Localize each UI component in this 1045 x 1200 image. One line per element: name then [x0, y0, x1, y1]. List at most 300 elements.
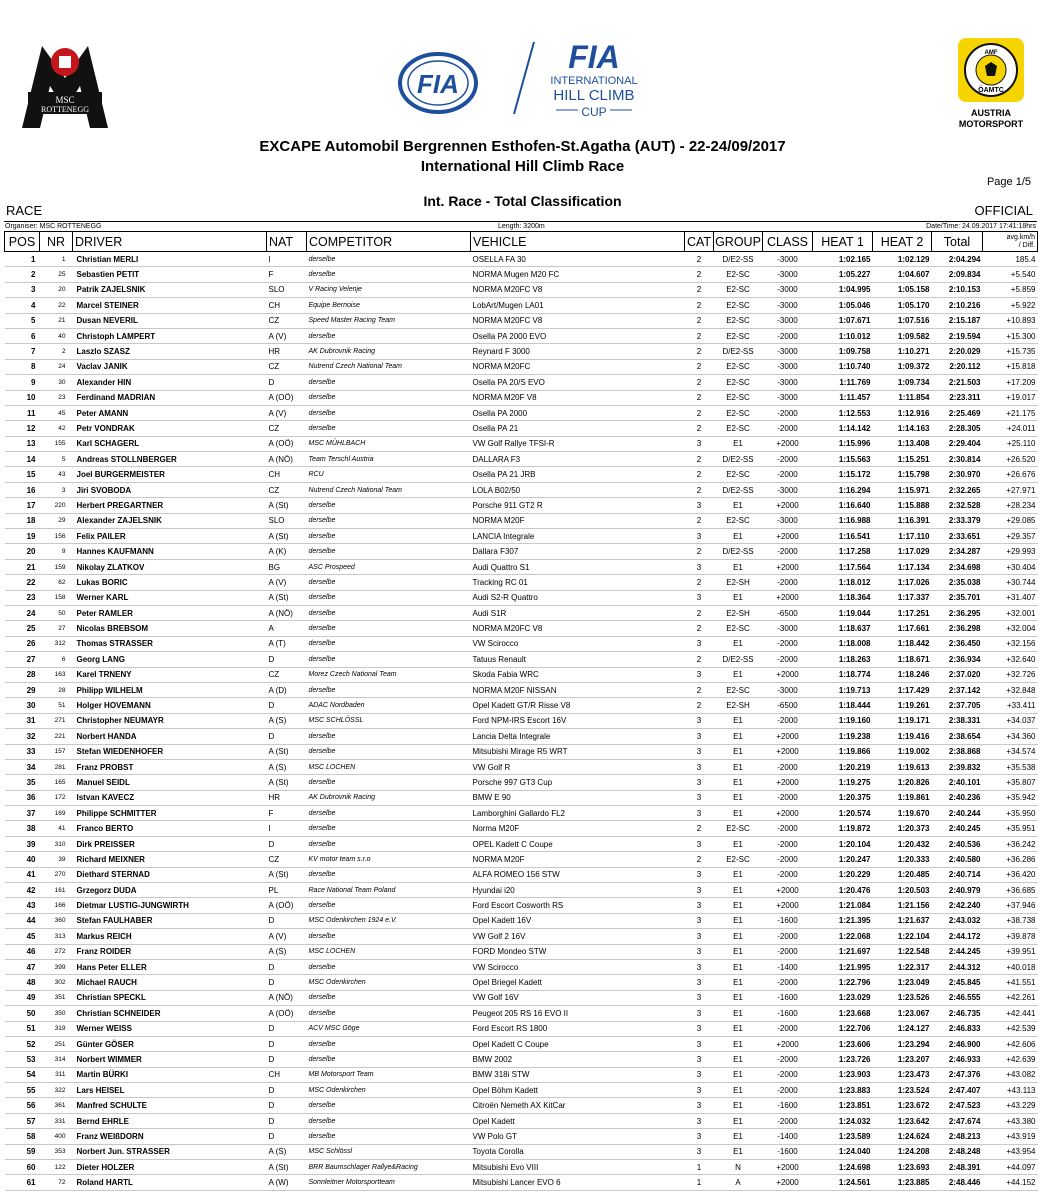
- cell-group: E1: [714, 959, 763, 974]
- cell-avg-diff: +42.639: [983, 1052, 1038, 1067]
- cell-nat: A (V): [267, 405, 307, 420]
- cell-pos: 16: [5, 482, 40, 497]
- cell-heat2: 1:21.156: [873, 898, 932, 913]
- table-row: [5, 790, 1038, 805]
- cell-cat: 3: [685, 436, 714, 451]
- event-title: EXCAPE Automobil Bergrennen Esthofen-St.Agatha (AUT) - 22-24/09/2017: [259, 138, 786, 155]
- cell-vehicle: Osella PA 2000: [471, 405, 685, 420]
- cell-cat: 3: [685, 744, 714, 759]
- cell-driver: Manuel SEIDL: [73, 775, 267, 790]
- cell-driver: Philippe SCHMITTER: [73, 806, 267, 821]
- cell-pos: 14: [5, 452, 40, 467]
- cell-nat: D: [267, 959, 307, 974]
- cell-pos: 57: [5, 1113, 40, 1128]
- cell-vehicle: NORMA M20FC V8: [471, 282, 685, 297]
- cell-total: 2:25.469: [932, 405, 983, 420]
- cell-nat: D: [267, 836, 307, 851]
- cell-competitor: derselbe: [307, 421, 471, 436]
- cell-competitor: BRR Baumschlager Rallye&Racing: [307, 1160, 471, 1175]
- cell-heat2: 1:17.251: [873, 605, 932, 620]
- cell-heat1: 1:23.903: [813, 1067, 873, 1082]
- cell-avg-diff: +44.152: [983, 1175, 1038, 1190]
- cell-competitor: derselbe: [307, 621, 471, 636]
- cell-group: E1: [714, 498, 763, 513]
- table-header-row: [5, 232, 1038, 252]
- cell-pos: 29: [5, 682, 40, 697]
- cell-driver: Alexander ZAJELSNIK: [73, 513, 267, 528]
- cell-pos: 41: [5, 867, 40, 882]
- cell-vehicle: BMW E 90: [471, 790, 685, 805]
- cell-heat1: 1:23.668: [813, 1006, 873, 1021]
- cell-heat2: 1:17.026: [873, 575, 932, 590]
- cell-class: -2000: [763, 328, 813, 343]
- cell-heat1: 1:15.172: [813, 467, 873, 482]
- table-row: [5, 667, 1038, 682]
- cell-pos: 50: [5, 1006, 40, 1021]
- cell-heat2: 1:13.408: [873, 436, 932, 451]
- cell-avg-diff: +21.175: [983, 405, 1038, 420]
- oamtc-text: ÖAMTC: [978, 87, 1004, 94]
- cell-heat1: 1:20.574: [813, 806, 873, 821]
- cell-class: -6500: [763, 698, 813, 713]
- cell-heat1: 1:18.774: [813, 667, 873, 682]
- cell-heat2: 1:19.261: [873, 698, 932, 713]
- cell-class: -2000: [763, 790, 813, 805]
- cell-competitor: AK Dubrovnik Racing: [307, 344, 471, 359]
- cell-avg-diff: +36.685: [983, 883, 1038, 898]
- cell-nr: 43: [40, 467, 73, 482]
- cell-cat: 2: [685, 467, 714, 482]
- cell-total: 2:33.651: [932, 529, 983, 544]
- table-row: [5, 1144, 1038, 1159]
- cell-nr: 281: [40, 759, 73, 774]
- cell-group: E2-SC: [714, 682, 763, 697]
- table-row: [5, 1129, 1038, 1144]
- cell-total: 2:36.295: [932, 605, 983, 620]
- cell-competitor: AK Dubrovnik Racing: [307, 790, 471, 805]
- cell-pos: 60: [5, 1160, 40, 1175]
- cell-competitor: derselbe: [307, 867, 471, 882]
- cell-avg-diff: +5.859: [983, 282, 1038, 297]
- cell-nr: 165: [40, 775, 73, 790]
- cell-heat1: 1:16.541: [813, 529, 873, 544]
- cell-total: 2:38.868: [932, 744, 983, 759]
- cell-heat2: 1:17.337: [873, 590, 932, 605]
- cell-class: -3000: [763, 344, 813, 359]
- cell-class: -3000: [763, 359, 813, 374]
- cell-group: E2-SH: [714, 575, 763, 590]
- cell-heat1: 1:19.866: [813, 744, 873, 759]
- cell-vehicle: VW Golf Rallye TFSI-R: [471, 436, 685, 451]
- cell-heat2: 1:20.503: [873, 883, 932, 898]
- cell-competitor: derselbe: [307, 836, 471, 851]
- cell-nat: A (D): [267, 682, 307, 697]
- cell-pos: 35: [5, 775, 40, 790]
- cell-nat: SLO: [267, 513, 307, 528]
- cell-group: E1: [714, 806, 763, 821]
- cell-driver: Norbert Jun. STRASSER: [73, 1144, 267, 1159]
- cell-group: E1: [714, 990, 763, 1005]
- cell-class: -2000: [763, 636, 813, 651]
- cell-nat: PL: [267, 883, 307, 898]
- col-cat: CAT: [685, 232, 714, 252]
- cell-competitor: derselbe: [307, 529, 471, 544]
- cell-driver: Thomas STRASSER: [73, 636, 267, 651]
- cell-vehicle: NORMA M20F NISSAN: [471, 682, 685, 697]
- cell-nr: 22: [40, 298, 73, 313]
- cell-group: E2-SC: [714, 821, 763, 836]
- cell-nr: 311: [40, 1067, 73, 1082]
- cell-heat2: 1:23.642: [873, 1113, 932, 1128]
- cell-heat1: 1:23.726: [813, 1052, 873, 1067]
- cell-competitor: ADAC Nordbaden: [307, 698, 471, 713]
- cell-heat1: 1:20.104: [813, 836, 873, 851]
- cell-nr: 313: [40, 929, 73, 944]
- cell-competitor: derselbe: [307, 267, 471, 282]
- results-body: [5, 252, 1038, 1191]
- cell-total: 2:46.735: [932, 1006, 983, 1021]
- cell-avg-diff: +15.818: [983, 359, 1038, 374]
- cell-competitor: MSC Odenkirchen 1924 e.V.: [307, 913, 471, 928]
- cell-cat: 3: [685, 1052, 714, 1067]
- cell-heat2: 1:17.134: [873, 559, 932, 574]
- cell-pos: 9: [5, 375, 40, 390]
- cell-driver: Hans Peter ELLER: [73, 959, 267, 974]
- cell-nat: D: [267, 1083, 307, 1098]
- cell-nr: 163: [40, 667, 73, 682]
- cell-heat1: 1:15.563: [813, 452, 873, 467]
- cell-pos: 5: [5, 313, 40, 328]
- table-row: [5, 913, 1038, 928]
- table-row: [5, 252, 1038, 267]
- cell-driver: Vaclav JANIK: [73, 359, 267, 374]
- cell-vehicle: Opel Kadett 16V: [471, 913, 685, 928]
- cell-vehicle: Osella PA 2000 EVO: [471, 328, 685, 343]
- cell-class: -2000: [763, 836, 813, 851]
- cell-pos: 3: [5, 282, 40, 297]
- cell-cat: 3: [685, 1006, 714, 1021]
- cell-heat2: 1:19.861: [873, 790, 932, 805]
- cell-total: 2:48.213: [932, 1129, 983, 1144]
- cell-class: +2000: [763, 529, 813, 544]
- cell-heat1: 1:10.740: [813, 359, 873, 374]
- oamtc-austria-motorsport-logo: [955, 36, 1027, 132]
- cell-driver: Lukas BORIC: [73, 575, 267, 590]
- cell-cat: 2: [685, 359, 714, 374]
- cell-competitor: derselbe: [307, 405, 471, 420]
- cell-nr: 399: [40, 959, 73, 974]
- cell-pos: 7: [5, 344, 40, 359]
- cell-avg-diff: +34.360: [983, 729, 1038, 744]
- cell-pos: 51: [5, 1021, 40, 1036]
- cell-cat: 2: [685, 282, 714, 297]
- cell-competitor: derselbe: [307, 929, 471, 944]
- cell-heat1: 1:14.142: [813, 421, 873, 436]
- cell-cat: 3: [685, 667, 714, 682]
- cell-vehicle: NORMA M20F: [471, 852, 685, 867]
- cell-competitor: MSC LOCHEN: [307, 944, 471, 959]
- cell-driver: Ferdinand MADRIAN: [73, 390, 267, 405]
- cell-nat: D: [267, 1129, 307, 1144]
- cell-avg-diff: +36.286: [983, 852, 1038, 867]
- cell-nat: CZ: [267, 482, 307, 497]
- cell-competitor: derselbe: [307, 1036, 471, 1051]
- cell-class: -2000: [763, 929, 813, 944]
- cell-competitor: MB Motorsport Team: [307, 1067, 471, 1082]
- cell-competitor: derselbe: [307, 1052, 471, 1067]
- cell-driver: Christopher NEUMAYR: [73, 713, 267, 728]
- cell-cat: 2: [685, 575, 714, 590]
- cell-nr: 272: [40, 944, 73, 959]
- cell-nat: A (V): [267, 328, 307, 343]
- cell-group: E1: [714, 867, 763, 882]
- cell-competitor: Sonnleitner Motorsportteam: [307, 1175, 471, 1190]
- cell-cat: 2: [685, 328, 714, 343]
- cell-group: D/E2-SS: [714, 252, 763, 267]
- cell-heat2: 1:21.637: [873, 913, 932, 928]
- cell-cat: 3: [685, 559, 714, 574]
- cell-cat: 3: [685, 498, 714, 513]
- cell-avg-diff: +31.407: [983, 590, 1038, 605]
- cell-pos: 13: [5, 436, 40, 451]
- cell-nat: BG: [267, 559, 307, 574]
- cell-total: 2:15.187: [932, 313, 983, 328]
- cell-avg-diff: +43.919: [983, 1129, 1038, 1144]
- cell-group: E1: [714, 1113, 763, 1128]
- cell-driver: Stefan FAULHABER: [73, 913, 267, 928]
- cell-group: E2-SC: [714, 282, 763, 297]
- cell-avg-diff: +26.520: [983, 452, 1038, 467]
- cell-total: 2:28.305: [932, 421, 983, 436]
- cell-competitor: derselbe: [307, 544, 471, 559]
- cell-pos: 53: [5, 1052, 40, 1067]
- cell-competitor: derselbe: [307, 252, 471, 267]
- cell-total: 2:47.407: [932, 1083, 983, 1098]
- cell-competitor: derselbe: [307, 652, 471, 667]
- msc-rottenegg-logo: [20, 36, 110, 130]
- hill-climb-cup-logo: [546, 38, 642, 120]
- cell-group: E1: [714, 713, 763, 728]
- table-row: [5, 575, 1038, 590]
- cell-nr: 5: [40, 452, 73, 467]
- cell-class: -2000: [763, 821, 813, 836]
- cell-avg-diff: +34.574: [983, 744, 1038, 759]
- cell-total: 2:38.654: [932, 729, 983, 744]
- cell-heat2: 1:19.002: [873, 744, 932, 759]
- cell-nr: 361: [40, 1098, 73, 1113]
- cell-competitor: derselbe: [307, 729, 471, 744]
- cell-nat: A (OÖ): [267, 1006, 307, 1021]
- cell-heat2: 1:19.670: [873, 806, 932, 821]
- cell-class: +2000: [763, 744, 813, 759]
- cell-vehicle: Lancia Delta Integrale: [471, 729, 685, 744]
- cell-cat: 2: [685, 421, 714, 436]
- cell-cat: 1: [685, 1175, 714, 1190]
- cell-vehicle: Porsche 997 GT3 Cup: [471, 775, 685, 790]
- cell-vehicle: NORMA M20FC V8: [471, 621, 685, 636]
- cell-pos: 19: [5, 529, 40, 544]
- cell-avg-diff: +25.110: [983, 436, 1038, 451]
- cell-class: -3000: [763, 267, 813, 282]
- cell-heat2: 1:15.251: [873, 452, 932, 467]
- cell-cat: 3: [685, 975, 714, 990]
- cell-group: E1: [714, 744, 763, 759]
- table-row: [5, 682, 1038, 697]
- table-row: [5, 1175, 1038, 1190]
- cell-pos: 15: [5, 467, 40, 482]
- cell-group: E1: [714, 1144, 763, 1159]
- table-row: [5, 806, 1038, 821]
- cell-vehicle: Opel Kadett GT/R Risse V8: [471, 698, 685, 713]
- cell-group: D/E2-SS: [714, 544, 763, 559]
- cell-nr: 42: [40, 421, 73, 436]
- cell-class: -2000: [763, 1021, 813, 1036]
- cell-heat1: 1:07.671: [813, 313, 873, 328]
- cell-group: N: [714, 1160, 763, 1175]
- cell-competitor: MSC Schlössl: [307, 1144, 471, 1159]
- cell-heat1: 1:23.606: [813, 1036, 873, 1051]
- table-row: [5, 852, 1038, 867]
- col-driver: DRIVER: [73, 232, 267, 252]
- cell-nr: 45: [40, 405, 73, 420]
- cell-driver: Christoph LAMPERT: [73, 328, 267, 343]
- cell-heat2: 1:14.163: [873, 421, 932, 436]
- cell-cat: 2: [685, 390, 714, 405]
- logo-text-msc: MSC: [55, 95, 75, 105]
- cell-avg-diff: +35.950: [983, 806, 1038, 821]
- cell-pos: 31: [5, 713, 40, 728]
- cell-class: -1600: [763, 990, 813, 1005]
- cell-vehicle: Porsche 911 GT2 R: [471, 498, 685, 513]
- cell-pos: 18: [5, 513, 40, 528]
- cell-driver: Christian SCHNEIDER: [73, 1006, 267, 1021]
- cell-heat2: 1:20.432: [873, 836, 932, 851]
- cell-group: E1: [714, 1129, 763, 1144]
- classification-title: Int. Race - Total Classification: [423, 193, 622, 209]
- cell-heat2: 1:09.734: [873, 375, 932, 390]
- cell-pos: 49: [5, 990, 40, 1005]
- cell-heat1: 1:10.012: [813, 328, 873, 343]
- cell-nat: SLO: [267, 282, 307, 297]
- datetime-info: Date/Time: 24.09.2017 17:41:18hrs: [926, 223, 1036, 230]
- cell-driver: Stefan WIEDENHOFER: [73, 744, 267, 759]
- cell-avg-diff: +42.539: [983, 1021, 1038, 1036]
- cell-pos: 48: [5, 975, 40, 990]
- cell-nr: 172: [40, 790, 73, 805]
- cell-nr: 3: [40, 482, 73, 497]
- cell-cat: 3: [685, 806, 714, 821]
- cell-heat1: 1:11.457: [813, 390, 873, 405]
- cell-vehicle: Opel Böhm Kadett: [471, 1083, 685, 1098]
- col-class: CLASS: [763, 232, 813, 252]
- cell-nr: 353: [40, 1144, 73, 1159]
- cell-pos: 25: [5, 621, 40, 636]
- page-number: Page 1/5: [986, 176, 1031, 188]
- cell-vehicle: OPEL Kadett C Coupe: [471, 836, 685, 851]
- austria-text: AUSTRIA: [971, 108, 1011, 118]
- cell-avg-diff: +41.551: [983, 975, 1038, 990]
- cell-heat1: 1:16.988: [813, 513, 873, 528]
- cell-nat: A (W): [267, 1175, 307, 1190]
- cell-heat2: 1:02.129: [873, 252, 932, 267]
- cell-group: E1: [714, 1006, 763, 1021]
- cell-cat: 3: [685, 867, 714, 882]
- table-row: [5, 436, 1038, 451]
- cell-nr: 27: [40, 621, 73, 636]
- table-row: [5, 1083, 1038, 1098]
- hcc-line2: HILL CLIMB: [553, 87, 635, 104]
- cell-group: E1: [714, 1021, 763, 1036]
- cell-vehicle: Opel Kadett C Coupe: [471, 1036, 685, 1051]
- cell-cat: 2: [685, 298, 714, 313]
- cell-avg-diff: +35.942: [983, 790, 1038, 805]
- cell-nat: CH: [267, 467, 307, 482]
- cell-avg-diff: +39.951: [983, 944, 1038, 959]
- cell-nat: A (St): [267, 867, 307, 882]
- cell-avg-diff: +27.971: [983, 482, 1038, 497]
- cell-group: D/E2-SS: [714, 482, 763, 497]
- cell-avg-diff: +33.411: [983, 698, 1038, 713]
- cell-total: 2:42.240: [932, 898, 983, 913]
- amf-text: AMF: [984, 50, 998, 56]
- cell-heat1: 1:16.640: [813, 498, 873, 513]
- cell-cat: 3: [685, 529, 714, 544]
- cell-vehicle: Osella PA 21: [471, 421, 685, 436]
- cell-pos: 44: [5, 913, 40, 928]
- cell-nr: 161: [40, 883, 73, 898]
- cell-nr: 351: [40, 990, 73, 1005]
- table-row: [5, 529, 1038, 544]
- cell-competitor: derselbe: [307, 575, 471, 590]
- cell-avg-diff: +43.113: [983, 1083, 1038, 1098]
- table-row: [5, 482, 1038, 497]
- cell-total: 2:44.172: [932, 929, 983, 944]
- cell-cat: 2: [685, 605, 714, 620]
- cell-competitor: derselbe: [307, 1113, 471, 1128]
- cell-cat: 3: [685, 1113, 714, 1128]
- cell-class: +2000: [763, 883, 813, 898]
- cell-heat1: 1:09.758: [813, 344, 873, 359]
- table-row: [5, 867, 1038, 882]
- table-row: [5, 636, 1038, 651]
- cell-heat2: 1:17.029: [873, 544, 932, 559]
- cell-pos: 8: [5, 359, 40, 374]
- motorsport-text: MOTORSPORT: [958, 119, 1024, 129]
- cell-competitor: Race National Team Poland: [307, 883, 471, 898]
- length-info: Length: 3200m: [498, 223, 545, 230]
- cell-class: +2000: [763, 590, 813, 605]
- table-row: [5, 513, 1038, 528]
- cell-heat2: 1:19.613: [873, 759, 932, 774]
- cell-pos: 32: [5, 729, 40, 744]
- cell-nr: 29: [40, 513, 73, 528]
- table-row: [5, 944, 1038, 959]
- cell-avg-diff: +5.540: [983, 267, 1038, 282]
- cell-driver: Werner KARL: [73, 590, 267, 605]
- cell-nat: A (S): [267, 1144, 307, 1159]
- cell-heat1: 1:15.996: [813, 436, 873, 451]
- table-row: [5, 990, 1038, 1005]
- cell-avg-diff: +42.606: [983, 1036, 1038, 1051]
- organiser-info: Organiser: MSC ROTTENEGG: [5, 223, 102, 230]
- cell-total: 2:33.379: [932, 513, 983, 528]
- cell-total: 2:36.450: [932, 636, 983, 651]
- cell-heat2: 1:16.391: [873, 513, 932, 528]
- cell-nat: A (St): [267, 1160, 307, 1175]
- cell-heat2: 1:11.854: [873, 390, 932, 405]
- cell-competitor: Nutrend Czech National Team: [307, 482, 471, 497]
- cell-total: 2:46.933: [932, 1052, 983, 1067]
